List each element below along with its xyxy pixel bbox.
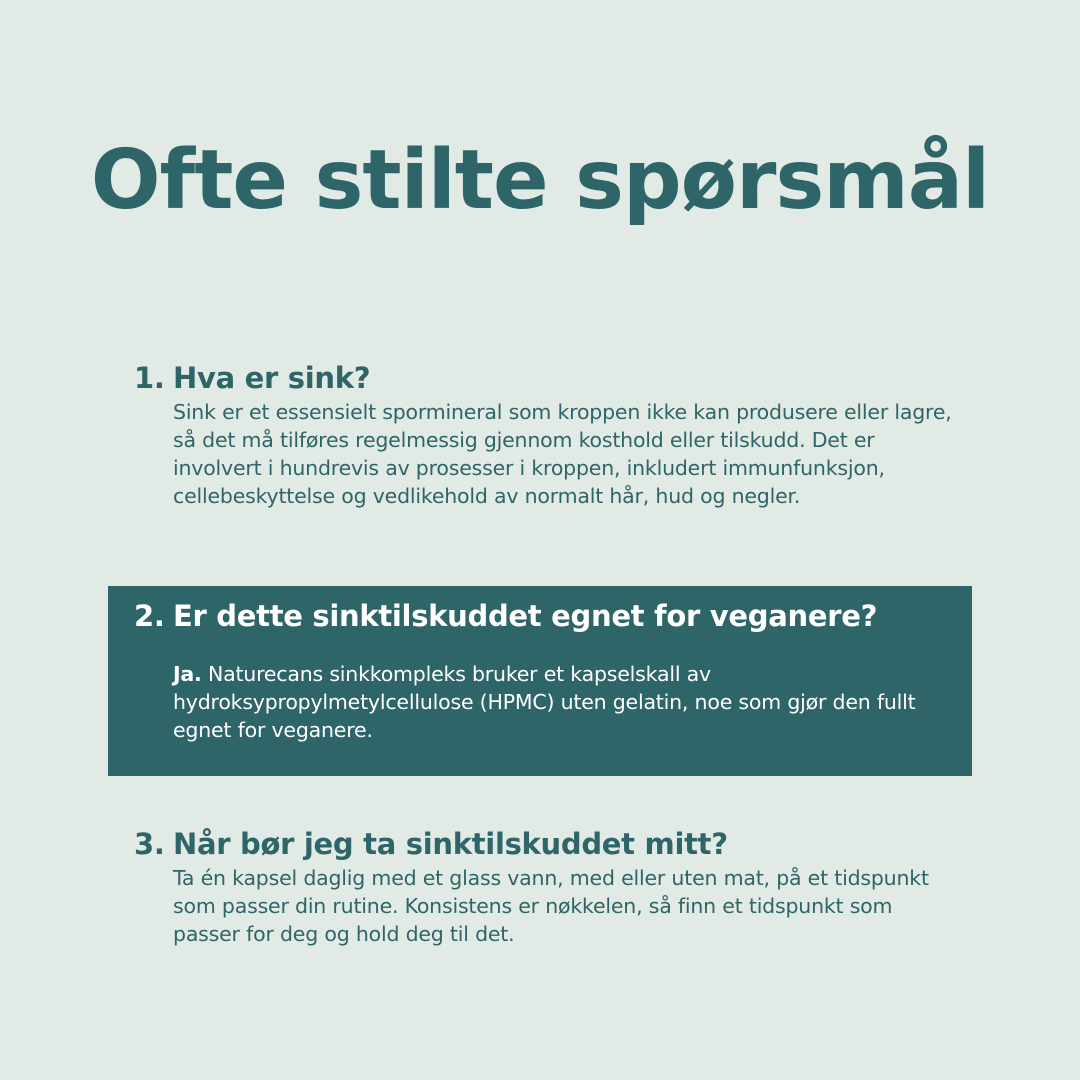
faq-number: 3. bbox=[134, 827, 165, 861]
faq-question bbox=[134, 826, 952, 862]
faq-question-text: Er dette sinktilskuddet egnet for veganere? bbox=[173, 599, 878, 633]
faq-question-text: Når bør jeg ta sinktilskuddet mitt? bbox=[173, 827, 728, 861]
faq-question bbox=[134, 598, 952, 634]
faq-number: 2. bbox=[134, 599, 165, 633]
faq-question bbox=[134, 360, 952, 396]
faq-number: 1. bbox=[134, 361, 165, 395]
faq-item-2-highlighted bbox=[108, 586, 972, 776]
faq-answer-text: Naturecans sinkkompleks bruker et kapselskall av hydroksypropylmetylcellulose (HPMC) uten gelatin, noe som gjør den fullt egnet for veganere. bbox=[173, 662, 916, 743]
faq-answer: Ta én kapsel daglig med et glass vann, med eller uten mat, på et tidspunkt som passer din rutine. Konsistens er nøkkelen, så finn et tidspunkt som passer for deg og hold deg til det. bbox=[173, 866, 929, 947]
faq-answer bbox=[173, 660, 952, 744]
faq-item-3 bbox=[108, 826, 972, 948]
page-title: Ofte stilte spørsmål bbox=[90, 133, 990, 228]
faq-answer: Sink er et essensielt spormineral som kroppen ikke kan produsere eller lagre, så det må tilføres regelmessig gjennom kosthold eller tilskudd. Det er involvert i hundrevis av prosesser i kroppen, inkludert immunfunksjon, cellebeskyttelse og vedlikehold av normalt hår, hud og negler. bbox=[173, 400, 952, 509]
faq-item-1 bbox=[108, 360, 972, 510]
faq-answer-lead: Ja. bbox=[173, 662, 202, 687]
faq-question-text: Hva er sink? bbox=[173, 361, 371, 395]
